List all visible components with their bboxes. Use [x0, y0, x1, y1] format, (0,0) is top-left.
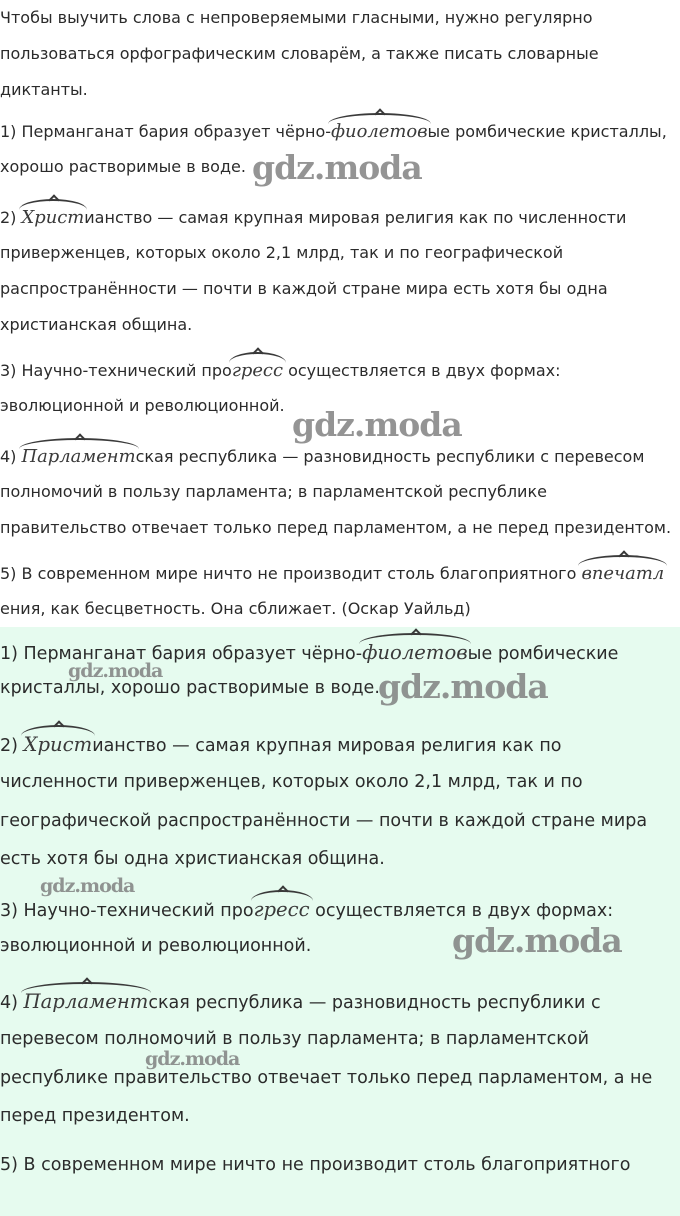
sentence-1-line-1: 1) Перманганат бария образует чёрно- фиолетовые ромбические кристаллы,	[0, 121, 667, 142]
sentence-2-line-1: 2) Христианство — самая крупная мировая религия как по численности	[0, 207, 626, 228]
answer-5-line-1: 5) В современном мире ничто не производит столь благоприятного	[0, 1155, 631, 1175]
intro-line-2: пользоваться орфографическим словарём, а также писать словарные	[0, 44, 599, 63]
root-arc-mark	[21, 725, 96, 736]
answer-3-line-1: 3) Научно-технический про гресс осуществляется в двух формах:	[0, 898, 613, 921]
answer-2-line-1: 2) Христианство — самая крупная мировая религия как по	[0, 733, 561, 756]
sentence-5-line-2: ения, как бесцветность. Она сближает. (Оскар Уайльд)	[0, 599, 471, 618]
sentence-2-line-2: приверженцев, которых около 2,1 млрд, так и по географической	[0, 243, 564, 262]
answer-1-line-2: кристаллы, хорошо растворимые в воде.	[0, 678, 380, 698]
sentence-2-line-4: христианская община.	[0, 315, 193, 334]
sentence-3-line-1: 3) Научно-технический про гресс осуществляется в двух формах:	[0, 360, 561, 381]
watermark: gdz.moda	[452, 921, 622, 960]
answer-3-line-2: эволюционной и революционной.	[0, 936, 312, 956]
root-highlight: гресс	[232, 360, 283, 381]
root-arc-mark	[21, 982, 152, 993]
sentence-5-line-1: 5) В современном мире ничто не производит столь благоприятного впечатл	[0, 563, 664, 584]
answer-4-line-2: перевесом полномочий в пользу парламента; в парламентской	[0, 1029, 589, 1049]
root-highlight: фиолетов	[362, 641, 468, 664]
answer-2-line-2: численности приверженцев, которых около 2,1 млрд, так и по	[0, 772, 583, 792]
answer-4-line-4: перед президентом.	[0, 1106, 190, 1126]
intro-line-3: диктанты.	[0, 80, 88, 99]
answer-section	[0, 627, 680, 1216]
root-arc-mark	[19, 199, 88, 210]
sentence-3-line-2: эволюционной и революционной.	[0, 396, 285, 415]
root-highlight: Парламент	[24, 990, 149, 1013]
root-arc-mark	[359, 633, 471, 644]
answer-4-line-1: 4) Парламентская республика — разновидность республики с	[0, 990, 601, 1013]
watermark: gdz.moda	[40, 875, 135, 897]
answer-2-line-3: географической распространённости — почти в каждой стране мира	[0, 811, 648, 831]
sentence-4-line-2: полномочий в пользу парламента; в парламентской республике	[0, 482, 547, 501]
watermark: gdz.moda	[252, 148, 422, 187]
root-highlight: гресс	[254, 898, 310, 921]
root-arc-mark	[251, 890, 313, 901]
answer-2-line-4: есть хотя бы одна христианская община.	[0, 849, 385, 869]
intro-line-1: Чтобы выучить слова с непроверяемыми гласными, нужно регулярно	[0, 8, 593, 27]
root-highlight: фиолетов	[331, 121, 428, 142]
watermark: gdz.moda	[378, 667, 548, 706]
watermark: gdz.moda	[68, 660, 163, 682]
root-arc-mark	[19, 438, 139, 449]
sentence-4-line-1: 4) Парламентская республика — разновидность республики с перевесом	[0, 446, 644, 467]
root-arc-mark	[229, 352, 286, 363]
watermark: gdz.moda	[292, 405, 462, 444]
root-highlight: Христ	[24, 733, 93, 756]
sentence-2-line-3: распространённости — почти в каждой стране мира есть хотя бы одна	[0, 279, 608, 298]
sentence-1-line-2: хорошо растворимые в воде.	[0, 157, 246, 176]
answer-4-line-3: республике правительство отвечает только перед парламентом, а не	[0, 1068, 653, 1088]
root-highlight: впечатл	[581, 563, 664, 584]
answer-1-line-1: 1) Перманганат бария образует чёрно- фиолетовые ромбические	[0, 641, 618, 664]
root-highlight: Христ	[22, 207, 85, 228]
root-arc-mark	[578, 555, 667, 566]
watermark: gdz.moda	[145, 1048, 240, 1070]
root-arc-mark	[328, 113, 431, 124]
root-highlight: Парламент	[22, 446, 136, 467]
sentence-4-line-3: правительство отвечает только перед парламентом, а не перед президентом.	[0, 518, 672, 537]
